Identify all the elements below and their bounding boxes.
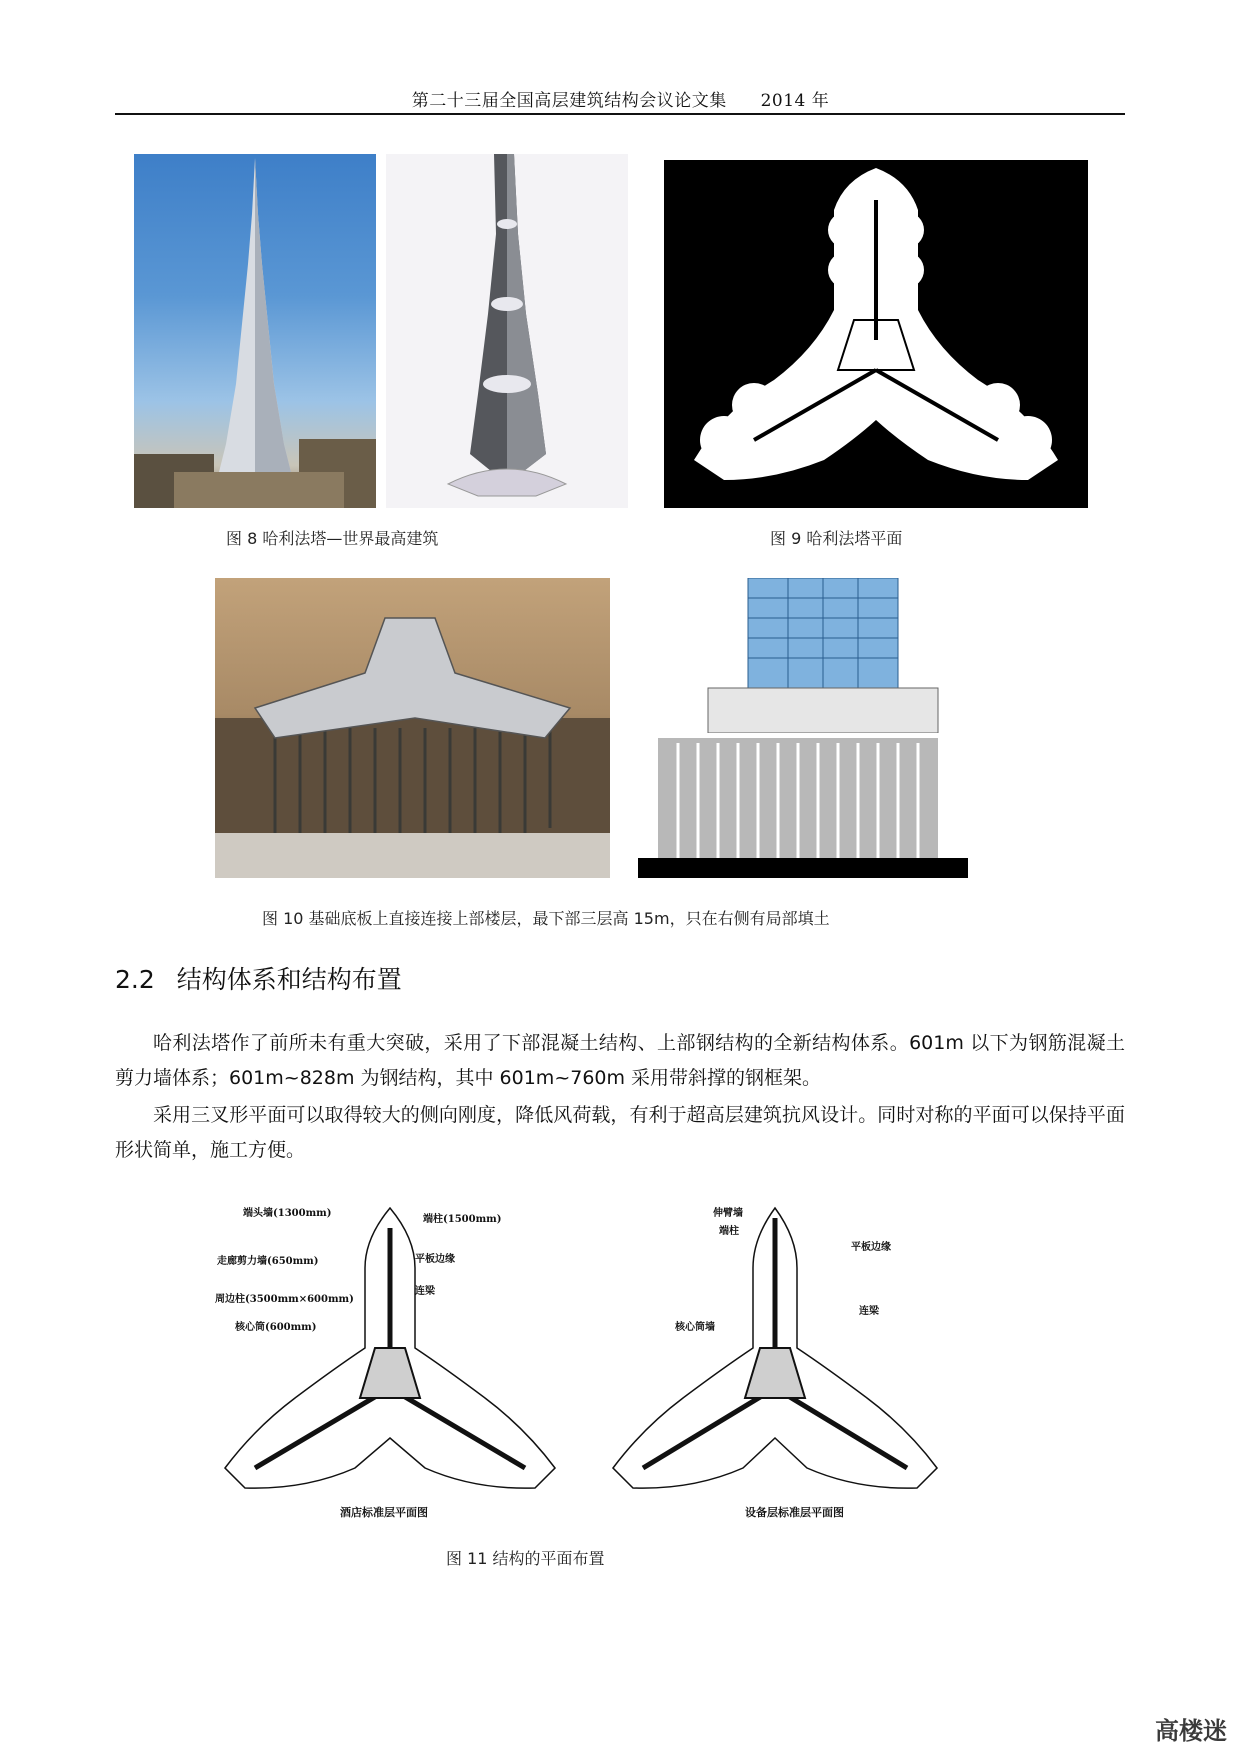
figure-8-caption: 图 8 哈利法塔—世界最高建筑: [226, 529, 439, 548]
watermark-text: 高楼迷: [1155, 1717, 1227, 1745]
section-heading: [115, 960, 402, 996]
header-rule: [115, 113, 1125, 115]
fig11-right-label-link-beam: 连梁: [859, 1306, 879, 1317]
fig11-right-label-slab-edge: 平板边缘: [851, 1242, 891, 1253]
fig11-left-title: 酒店标准层平面图: [340, 1506, 428, 1519]
figure-9-caption: 图 9 哈利法塔平面: [770, 529, 903, 548]
section-number: 2.2: [115, 965, 155, 994]
site-watermark-logo: [1155, 1711, 1227, 1746]
fig11-left-label-perimeter-column: 周边柱(3500mm×600mm): [215, 1294, 354, 1305]
header-year: 2014 年: [760, 91, 830, 111]
foundation-render: [215, 578, 610, 878]
fig11-left-label-end-wall: 端头墙(1300mm): [243, 1208, 332, 1219]
section-title: 结构体系和结构布置: [176, 965, 402, 994]
header-title: 第二十三届全国高层建筑结构会议论文集: [411, 91, 727, 111]
burj-khalifa-photo: [134, 154, 376, 508]
tower-floor-plan: [664, 160, 1088, 508]
fig11-left-label-link-beam: 连梁: [415, 1286, 435, 1297]
tower-model-render: [386, 154, 628, 508]
running-header: [0, 86, 1241, 111]
fig11-left-label-core: 核心筒(600mm): [235, 1322, 317, 1333]
fig11-right-label-core-wall: 核心筒墙: [675, 1322, 715, 1333]
fig11-right-title: 设备层标准层平面图: [745, 1506, 844, 1519]
body-paragraph-2: 采用三叉形平面可以取得较大的侧向刚度，降低风荷载，有利于超高层建筑抗风设计。同时对称的平面可以保持平面形状简单，施工方便。: [115, 1104, 1125, 1161]
figure-10-caption: 图 10 基础底板上直接连接上部楼层，最下部三层高 15m，只在右侧有局部填土: [262, 909, 830, 928]
body-paragraph-1: 哈利法塔作了前所未有重大突破，采用了下部混凝土结构、上部钢结构的全新结构体系。601m 以下为钢筋混凝土剪力墙体系；601m~828m 为钢结构，其中 601m~760m 采用带斜撑的钢框架。: [115, 1032, 1125, 1089]
fig11-right-label-end-column: 端柱: [719, 1226, 739, 1237]
structural-plan-drawings: [215, 1198, 980, 1530]
fig11-right-label-outrigger-wall: 伸臂墙: [713, 1208, 743, 1219]
figure-11-caption: 图 11 结构的平面布置: [446, 1549, 605, 1568]
fig11-left-label-corridor-wall: 走廊剪力墙(650mm): [217, 1256, 319, 1267]
foundation-section-elevation: [638, 578, 968, 878]
fig11-left-label-slab-edge: 平板边缘: [415, 1254, 455, 1265]
fig11-left-label-end-column: 端柱(1500mm): [423, 1214, 502, 1225]
